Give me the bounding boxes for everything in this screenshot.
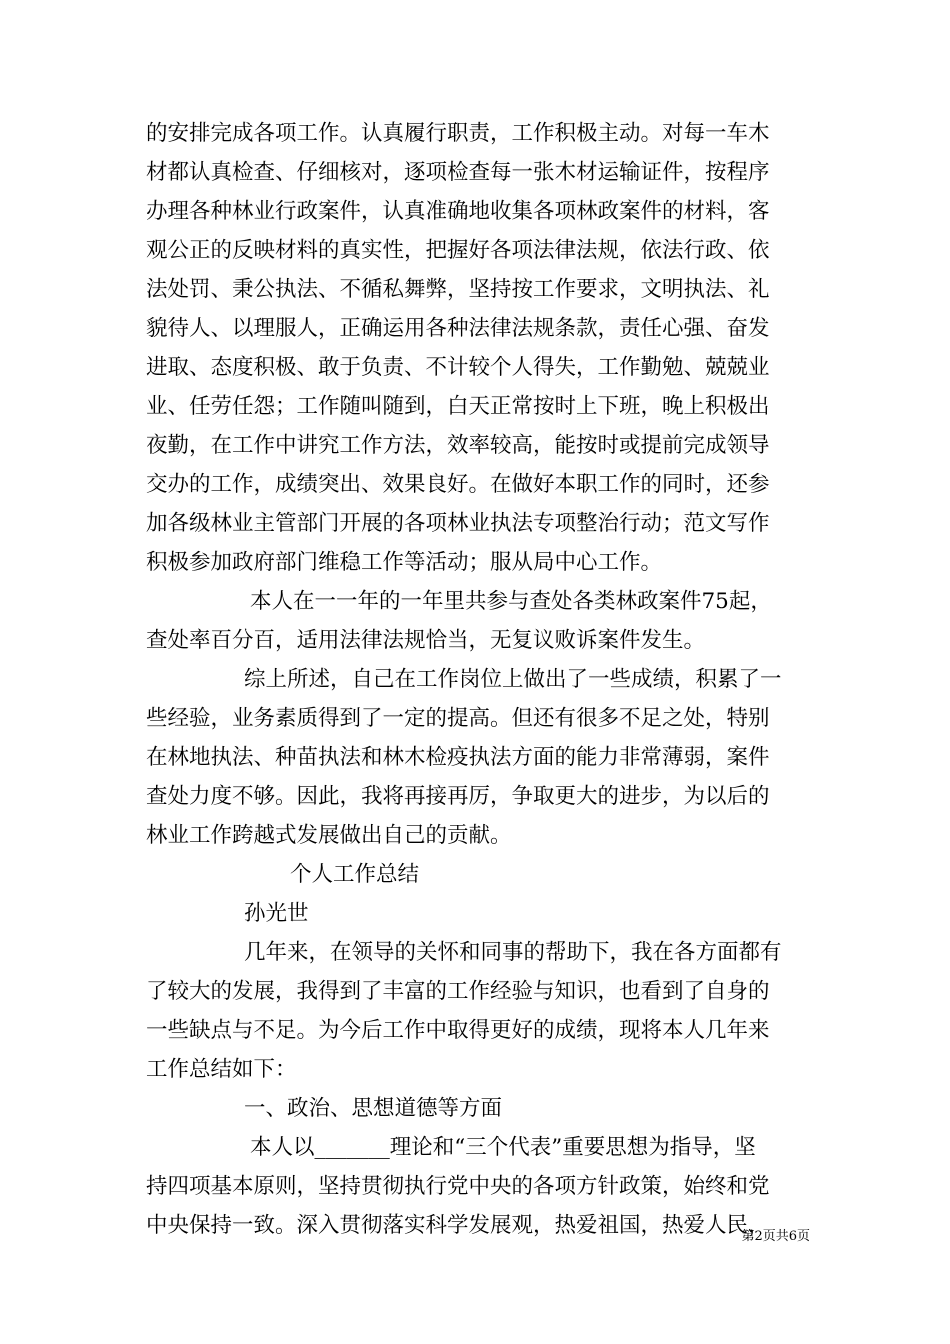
text-line: 一、政治、思想道德等方面: [244, 1096, 503, 1121]
text-line: 夜勤，在工作中讲究工作方法，效率较高，能按时或提前完成领导: [146, 433, 770, 458]
text-line: 的安排完成各项工作。认真履行职责，工作积极主动。对每一车木: [146, 121, 770, 146]
text-line: 些经验，业务素质得到了一定的提高。但还有很多不足之处，特别: [146, 706, 770, 731]
text-line: 貌待人、以理服人，正确运用各种法律法规条款，责任心强、奋发: [146, 316, 770, 341]
page-footer: 第2页共6页: [741, 1229, 810, 1244]
text-line: 持四项基本原则，坚持贯彻执行党中央的各项方针政策，始终和党: [146, 1174, 770, 1199]
text-line: 办理各种林业行政案件，认真准确地收集各项林政案件的材料，客: [146, 199, 770, 224]
text-line: 查处率百分百，适用法律法规恰当，无复议败诉案件发生。: [146, 628, 706, 653]
text-line: 一些缺点与不足。为今后工作中取得更好的成绩，现将本人几年来: [146, 1018, 770, 1043]
text-line: 积极参加政府部门维稳工作等活动；服从局中心工作。: [146, 550, 663, 575]
text-line: 业、任劳任怨；工作随叫随到，白天正常按时上下班，晚上积极出: [146, 394, 770, 419]
text-line: 中央保持一致。深入贯彻落实科学发展观，热爱祖国，热爱人民，: [146, 1213, 770, 1238]
text-line: 林业工作跨越式发展做出自己的贡献。: [146, 823, 512, 848]
text-line: 加各级林业主管部门开展的各项林业执法专项整治行动；范文写作: [146, 511, 770, 536]
text-line: 孙光世: [244, 901, 309, 926]
text-line: 了较大的发展，我得到了丰富的工作经验与知识，也看到了自身的: [146, 979, 770, 1004]
text-line: 几年来，在领导的关怀和同事的帮助下，我在各方面都有: [244, 940, 782, 965]
text-line: 交办的工作，成绩突出、效果良好。在做好本职工作的同时，还参: [146, 472, 770, 497]
text-line: 在林地执法、种苗执法和林木检疫执法方面的能力非常薄弱，案件: [146, 745, 770, 770]
text-line: 综上所述，自己在工作岗位上做出了一些成绩，积累了一: [244, 667, 782, 692]
text-line: 进取、态度积极、敢于负责、不计较个人得失，工作勤勉、兢兢业: [146, 355, 770, 380]
body-text: [146, 114, 808, 1245]
text-line: 本人以_______理论和“三个代表”重要思想为指导，坚: [250, 1135, 756, 1160]
text-line: 法处罚、秉公执法、不循私舞弊，坚持按工作要求，文明执法、礼: [146, 277, 770, 302]
text-line: 材都认真检查、仔细核对，逐项检查每一张木材运输证件，按程序: [146, 160, 770, 185]
text-line: 个人工作总结: [290, 862, 420, 887]
text-line: 观公正的反映材料的真实性，把握好各项法律法规，依法行政、依: [146, 238, 770, 263]
text-line: 查处力度不够。因此，我将再接再厉，争取更大的进步，为以后的: [146, 784, 770, 809]
text-line: 工作总结如下：: [146, 1057, 297, 1082]
text-line: 本人在一一年的一年里共参与查处各类林政案件75起，: [250, 589, 772, 614]
